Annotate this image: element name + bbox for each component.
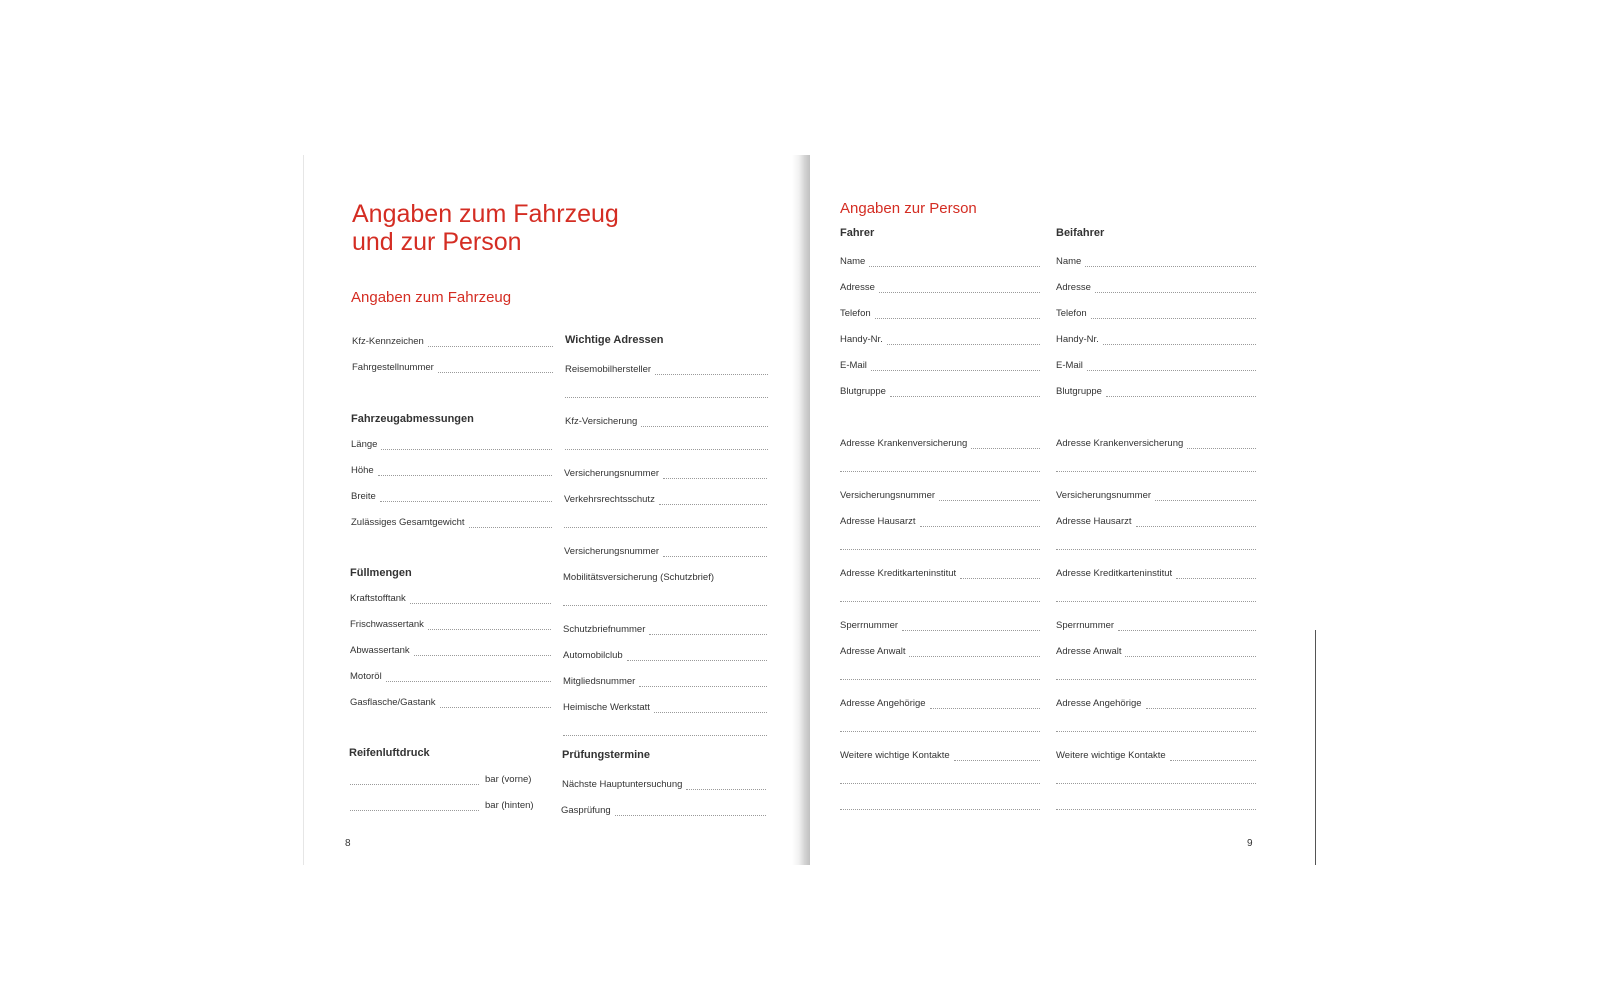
field-label: Versicherungsnummer bbox=[564, 468, 660, 479]
blank-line[interactable] bbox=[840, 809, 1040, 810]
field-motoroel[interactable] bbox=[350, 668, 551, 682]
field-gasflasche[interactable] bbox=[350, 694, 551, 708]
field-label: Gasprüfung bbox=[561, 805, 611, 816]
field-label: Versicherungsnummer bbox=[1056, 490, 1152, 501]
field-automobilclub[interactable] bbox=[563, 647, 767, 661]
right-page-edge bbox=[1315, 630, 1316, 865]
fill-line bbox=[440, 697, 551, 708]
blank-line[interactable] bbox=[840, 471, 1040, 472]
field-gesamtgewicht[interactable] bbox=[351, 514, 552, 528]
fahrer-blutgruppe[interactable] bbox=[840, 383, 1040, 397]
blank-line[interactable] bbox=[840, 549, 1040, 550]
field-breite[interactable] bbox=[351, 488, 552, 502]
fill-line bbox=[654, 702, 767, 713]
fill-line bbox=[1125, 646, 1256, 657]
field-label: Adresse Angehörige bbox=[840, 698, 926, 709]
fill-line bbox=[414, 645, 551, 656]
field-label: Gasflasche/Gastank bbox=[350, 697, 436, 708]
field-label: Versicherungsnummer bbox=[840, 490, 936, 501]
fill-line bbox=[971, 438, 1040, 449]
fill-line bbox=[655, 364, 768, 375]
field-label: E-Mail bbox=[840, 360, 867, 371]
field-hauptuntersuchung[interactable] bbox=[562, 776, 766, 790]
heading-fahrzeugabmessungen: Fahrzeugabmessungen bbox=[351, 413, 474, 425]
fill-line bbox=[1146, 698, 1256, 709]
fill-line bbox=[1170, 750, 1256, 761]
field-kraftstofftank[interactable] bbox=[350, 590, 551, 604]
fill-line bbox=[875, 308, 1040, 319]
fahrer-hausarzt[interactable] bbox=[840, 513, 1040, 527]
field-abwassertank[interactable] bbox=[350, 642, 551, 656]
left-page-edge bbox=[303, 155, 304, 865]
field-label: Handy-Nr. bbox=[840, 334, 883, 345]
field-label: Blutgruppe bbox=[840, 386, 886, 397]
fill-line bbox=[428, 336, 553, 347]
field-label: Blutgruppe bbox=[1056, 386, 1102, 397]
fill-line bbox=[1091, 308, 1256, 319]
field-label: Adresse Angehörige bbox=[1056, 698, 1142, 709]
fill-line bbox=[1136, 516, 1256, 527]
blank-line[interactable] bbox=[563, 735, 767, 736]
blank-line[interactable] bbox=[563, 605, 767, 606]
field-mitgliedsnummer[interactable] bbox=[563, 673, 767, 687]
fill-line bbox=[350, 774, 479, 785]
fill-line bbox=[386, 671, 551, 682]
beifahrer-sperrnummer[interactable] bbox=[1056, 617, 1256, 631]
field-hoehe[interactable] bbox=[351, 462, 552, 476]
field-kfz-kennzeichen[interactable] bbox=[352, 333, 553, 347]
fill-line bbox=[954, 750, 1040, 761]
field-label: Handy-Nr. bbox=[1056, 334, 1099, 345]
fill-line bbox=[1118, 620, 1256, 631]
fill-line bbox=[659, 494, 767, 505]
beifahrer-telefon[interactable] bbox=[1056, 305, 1256, 319]
field-label: Adresse Hausarzt bbox=[1056, 516, 1132, 527]
field-label: Adresse Kreditkarteninstitut bbox=[1056, 568, 1173, 579]
field-label: Zulässiges Gesamtgewicht bbox=[351, 517, 465, 528]
field-label: Breite bbox=[351, 491, 376, 502]
fill-line bbox=[627, 650, 767, 661]
field-label: E-Mail bbox=[1056, 360, 1083, 371]
fahrer-name[interactable] bbox=[840, 253, 1040, 267]
field-label: Telefon bbox=[840, 308, 871, 319]
fill-line bbox=[663, 546, 767, 557]
field-gaspruefung[interactable] bbox=[561, 802, 766, 816]
field-label: Reisemobilhersteller bbox=[565, 364, 652, 375]
fahrer-anwalt[interactable] bbox=[840, 643, 1040, 657]
fahrer-krankenversicherung[interactable] bbox=[840, 435, 1040, 449]
field-label: Telefon bbox=[1056, 308, 1087, 319]
blank-line[interactable] bbox=[1056, 783, 1256, 784]
field-label: Verkehrsrechtsschutz bbox=[564, 494, 655, 505]
field-label: Adresse Krankenversicherung bbox=[1056, 438, 1184, 449]
field-label: Adresse Anwalt bbox=[1056, 646, 1122, 657]
field-label: Name bbox=[1056, 256, 1082, 267]
fill-line bbox=[902, 620, 1040, 631]
fahrer-handy[interactable] bbox=[840, 331, 1040, 345]
fill-line bbox=[410, 593, 551, 604]
fill-line bbox=[1176, 568, 1256, 579]
field-label: Versicherungsnummer bbox=[564, 546, 660, 557]
fill-line bbox=[1085, 256, 1256, 267]
field-label: Länge bbox=[351, 439, 378, 450]
fill-line bbox=[469, 517, 552, 528]
fill-line bbox=[890, 386, 1040, 397]
fill-line bbox=[663, 468, 767, 479]
fill-line bbox=[1087, 360, 1256, 371]
fill-line bbox=[871, 360, 1040, 371]
blank-line[interactable] bbox=[1056, 809, 1256, 810]
title-line-2: und zur Person bbox=[352, 228, 522, 256]
fill-line bbox=[428, 619, 551, 630]
field-verkehrsrechtsschutz[interactable] bbox=[564, 491, 767, 505]
beifahrer-adresse[interactable] bbox=[1056, 279, 1256, 293]
field-label: Kraftstofftank bbox=[350, 593, 406, 604]
fill-line bbox=[939, 490, 1040, 501]
fahrer-adresse[interactable] bbox=[840, 279, 1040, 293]
field-kfz-versicherung[interactable] bbox=[565, 413, 768, 427]
beifahrer-kreditkarteninstitut[interactable] bbox=[1056, 565, 1256, 579]
field-label: Weitere wichtige Kontakte bbox=[1056, 750, 1166, 761]
field-label: Adresse bbox=[1056, 282, 1091, 293]
field-label: Heimische Werkstatt bbox=[563, 702, 650, 713]
field-frischwassertank[interactable] bbox=[350, 616, 551, 630]
field-label: Höhe bbox=[351, 465, 374, 476]
field-label: Adresse Kreditkarteninstitut bbox=[840, 568, 957, 579]
blank-line[interactable] bbox=[840, 601, 1040, 602]
heading-wichtige-adressen: Wichtige Adressen bbox=[565, 334, 664, 346]
fill-line bbox=[639, 676, 767, 687]
fill-line bbox=[641, 416, 768, 427]
fahrer-sperrnummer[interactable] bbox=[840, 617, 1040, 631]
heading-fuellmengen: Füllmengen bbox=[350, 567, 412, 579]
page-number-right: 9 bbox=[1247, 838, 1253, 849]
blank-line[interactable] bbox=[1056, 679, 1256, 680]
fahrer-angehoerige[interactable] bbox=[840, 695, 1040, 709]
fill-line bbox=[920, 516, 1040, 527]
fill-line bbox=[380, 491, 552, 502]
blank-line[interactable] bbox=[564, 527, 767, 528]
field-label: Sperrnummer bbox=[1056, 620, 1115, 631]
fahrer-email[interactable] bbox=[840, 357, 1040, 371]
blank-line[interactable] bbox=[840, 783, 1040, 784]
fill-line bbox=[879, 282, 1040, 293]
field-label: Frischwassertank bbox=[350, 619, 424, 630]
field-label: Kfz-Versicherung bbox=[565, 416, 638, 427]
field-bar-hinten[interactable] bbox=[350, 797, 537, 811]
blank-line[interactable] bbox=[1056, 549, 1256, 550]
page-title bbox=[352, 200, 619, 256]
field-label: Weitere wichtige Kontakte bbox=[840, 750, 950, 761]
blank-line[interactable] bbox=[565, 397, 768, 398]
field-label: Adresse Anwalt bbox=[840, 646, 906, 657]
field-versicherungsnummer[interactable] bbox=[564, 465, 767, 479]
field-label: Schutzbriefnummer bbox=[563, 624, 646, 635]
field-reisemobilhersteller[interactable] bbox=[565, 361, 768, 375]
heading-reifenluftdruck: Reifenluftdruck bbox=[349, 747, 430, 759]
fill-line bbox=[960, 568, 1040, 579]
beifahrer-name[interactable] bbox=[1056, 253, 1256, 267]
field-label: Adresse Hausarzt bbox=[840, 516, 916, 527]
field-schutzbriefnummer[interactable] bbox=[563, 621, 767, 635]
fahrer-weitere-kontakte[interactable] bbox=[840, 747, 1040, 761]
field-label: Sperrnummer bbox=[840, 620, 899, 631]
fill-line bbox=[686, 779, 766, 790]
fill-line bbox=[615, 805, 766, 816]
fill-line bbox=[649, 624, 767, 635]
beifahrer-anwalt[interactable] bbox=[1056, 643, 1256, 657]
fill-line bbox=[1106, 386, 1256, 397]
field-laenge[interactable] bbox=[351, 436, 552, 450]
beifahrer-weitere-kontakte[interactable] bbox=[1056, 747, 1256, 761]
field-label: Fahrgestellnummer bbox=[352, 362, 434, 373]
book-gutter bbox=[792, 155, 810, 865]
field-versicherungsnummer-2[interactable] bbox=[564, 543, 767, 557]
field-label: Motoröl bbox=[350, 671, 382, 682]
field-label: Name bbox=[840, 256, 866, 267]
field-label: Nächste Hauptuntersuchung bbox=[562, 779, 683, 790]
field-label: Automobilclub bbox=[563, 650, 623, 661]
heading-pruefungstermine: Prüfungstermine bbox=[562, 749, 651, 761]
fill-line bbox=[1187, 438, 1256, 449]
fill-line bbox=[869, 256, 1040, 267]
blank-line[interactable] bbox=[1056, 601, 1256, 602]
field-fahrgestellnummer[interactable] bbox=[352, 359, 553, 373]
beifahrer-krankenversicherung[interactable] bbox=[1056, 435, 1256, 449]
fill-line bbox=[1155, 490, 1256, 501]
field-heimische-werkstatt[interactable] bbox=[563, 699, 767, 713]
fill-line bbox=[1095, 282, 1256, 293]
beifahrer-versicherungsnummer[interactable] bbox=[1056, 487, 1256, 501]
heading-fahrer: Fahrer bbox=[840, 227, 875, 239]
field-label: bar (vorne) bbox=[485, 774, 532, 785]
blank-line[interactable] bbox=[565, 449, 768, 450]
field-mobilitaetsversicherung[interactable] bbox=[563, 569, 767, 583]
fill-line bbox=[438, 362, 553, 373]
field-label: Abwassertank bbox=[350, 645, 410, 656]
fill-line bbox=[887, 334, 1040, 345]
title-line-1: Angaben zum Fahrzeug bbox=[352, 200, 619, 228]
blank-line[interactable] bbox=[840, 679, 1040, 680]
beifahrer-angehoerige[interactable] bbox=[1056, 695, 1256, 709]
heading-beifahrer: Beifahrer bbox=[1056, 227, 1105, 239]
fill-line bbox=[381, 439, 552, 450]
beifahrer-blutgruppe[interactable] bbox=[1056, 383, 1256, 397]
fill-line bbox=[378, 465, 552, 476]
fill-line bbox=[909, 646, 1040, 657]
blank-line[interactable] bbox=[840, 731, 1040, 732]
field-bar-vorne[interactable] bbox=[350, 771, 537, 785]
field-label: Adresse Krankenversicherung bbox=[840, 438, 968, 449]
page-number-left: 8 bbox=[345, 838, 351, 849]
fahrer-kreditkarteninstitut[interactable] bbox=[840, 565, 1040, 579]
fahrer-versicherungsnummer[interactable] bbox=[840, 487, 1040, 501]
section-heading-person: Angaben zur Person bbox=[840, 200, 977, 217]
fill-line bbox=[1103, 334, 1256, 345]
beifahrer-hausarzt[interactable] bbox=[1056, 513, 1256, 527]
fahrer-telefon[interactable] bbox=[840, 305, 1040, 319]
blank-line[interactable] bbox=[1056, 471, 1256, 472]
field-label: Kfz-Kennzeichen bbox=[352, 336, 424, 347]
field-label: Mitgliedsnummer bbox=[563, 676, 636, 687]
field-label: bar (hinten) bbox=[485, 800, 534, 811]
field-label: Adresse bbox=[840, 282, 875, 293]
section-heading-fahrzeug: Angaben zum Fahrzeug bbox=[351, 289, 512, 306]
field-label: Mobilitätsversicherung (Schutzbrief) bbox=[563, 572, 715, 583]
fill-line bbox=[350, 800, 479, 811]
beifahrer-email[interactable] bbox=[1056, 357, 1256, 371]
fill-line bbox=[930, 698, 1040, 709]
beifahrer-handy[interactable] bbox=[1056, 331, 1256, 345]
blank-line[interactable] bbox=[1056, 731, 1256, 732]
